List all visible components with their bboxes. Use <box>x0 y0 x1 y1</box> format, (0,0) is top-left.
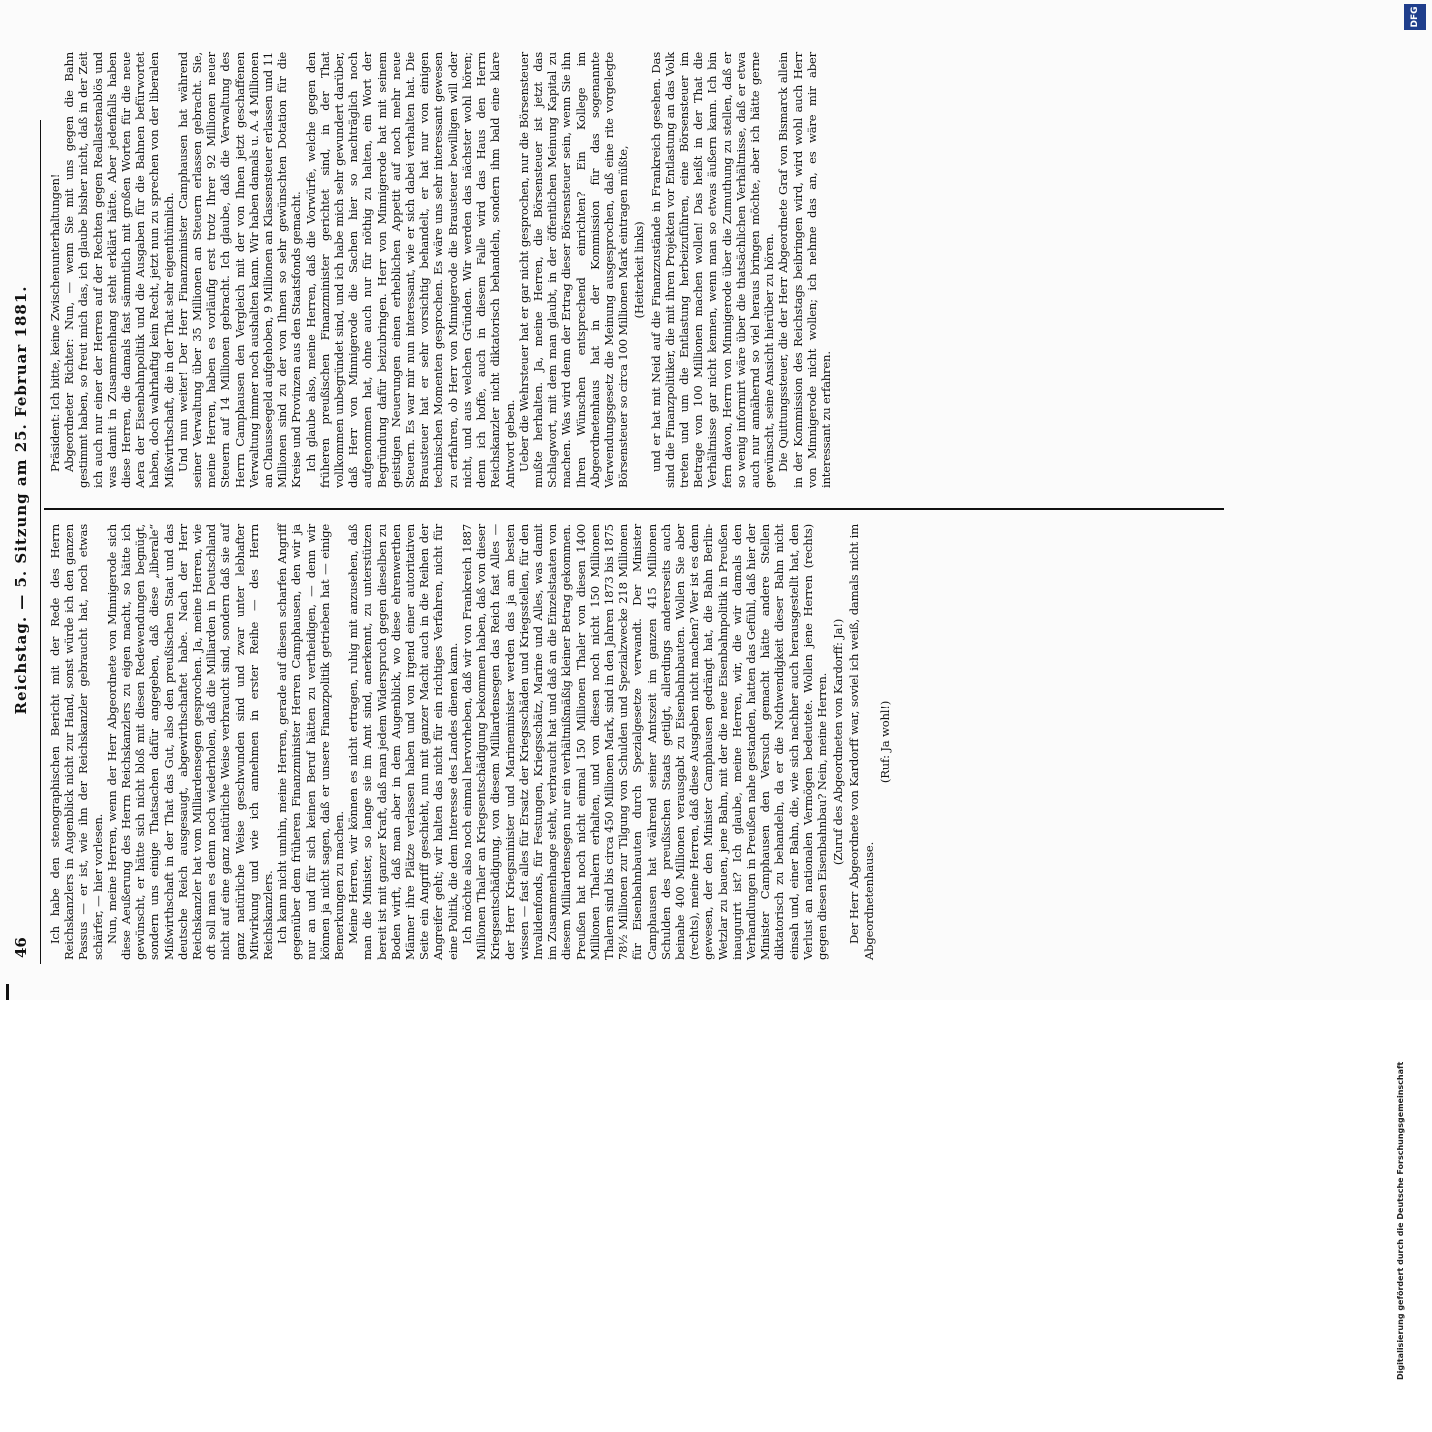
interjection: (Ruf: Ja wohl!) <box>877 700 892 784</box>
digitization-note <box>1396 0 1432 1432</box>
paragraph: Die Quittungssteuer, die der Herr Abgeordnete Graf von Bismarck allein in der Kommission des Reichstags beibringen wird, wird wohl auch Herr von Minnigerode nicht wollen; ich nehme das an, es wäre mir aber interessant zu erfahren. <box>776 52 833 488</box>
paragraph: und er hat mit Neid auf die Finanzzustände in Frankreich gesehen. Das sind die Finanzpolitiker, die mit ihren Projekten vor Entlastung an das Volk treten und um die Entlastung herbeizuführen, eine Börsensteuer im Betrage von 100 Millionen machen wollen! Das heißt in der That die Verhältnisse gar nicht kennen, wenn man so etwas äußern kann. Ich bin fern davon, Herrn von Minnigerode über die Zumuthung zu stellen, daß er so wenig informirt wäre über die thatsächlichen Verhältnisse, daß er etwa auch nur annähernd so viel heraus bringen möchte, aber ich hätte gerne gewünscht, seine Ansicht hierüber zu hören. <box>648 52 777 488</box>
paragraph: Ich möchte also noch einmal hervorheben, daß wir von Frankreich 1887 Millionen Thaler an Kriegsentschädigung bekommen haben, daß von dieser Kriegsentschädigung, von diesem Milliardensegen das Reich fast Alles — der Herr Kriegsminister und Marineminister werden das ja am besten wissen — fast alles für Ersatz der Kriegsschäden und Kriegsstellen, für den Invalidenfonds, für Festungen, Kriegsschätz, Marine und Alles, was damit im Zusammenhange steht, verbraucht hat und daß an die Einzelstaaten von diesem Milliardensegen nur ein verhältnißmäßig kleiner Betrag gekommen. Preußen hat noch nicht einmal 150 Millionen Thaler von diesen 1400 Millionen Thalern erhalten, und von diesen noch nicht 150 Millionen Thalern sind bis circa 450 Millionen Mark, sind in den Jahren 1873 bis 1875 78½ Millionen zur Tilgung von Schulden und Spezialzwecke 218 Millionen für Eisenbahnbauten durch Spezialgesetze verwandt. Der Minister Camphausen hat während seiner Amtszeit im ganzen 415 Millionen Schulden des preußischen Staats getilgt, allerdings andererseits auch beinahe 400 Millionen verausgabt zu Eisenbahnbauten. Wollen Sie aber (rechts), meine Herren, daß diese Ausgaben nicht machen? Wer ist es denn gewesen, der den Minister Camphausen gedrängt hat, die Bahn Berlin-Wetzlar zu bauen, jene Bahn, mit der die neue Eisenbahnpolitik in Preußen inaugurirt ist? Ich glaube, meine Herren, wir, die wir damals den Verhandlungen in Preußen nahe gestanden, hatten das Gefühl, daß hier der Minister Camphausen den Versuch gemacht hätte andere Stellen diktatorisch zu behandeln, da er die Nothwendigkeit dieser Bahn nicht einsah und, einer Bahn, die, wie sich nachher auch herausgestellt hat, den Verlust an nationalen Vermögen bedeutete. Wollen jene Herren (rechts) gegen diesen Eisenbahnbau? Nein, meine Herren. <box>459 524 829 960</box>
paragraph: Und nun weiter! Der Herr Finanzminister Camphausen hat während seiner Verwaltung über 35 Millionen an Steuern erlassen gebracht. Sie, meine Herren, haben es vorläufig erst trotz Ihrer 92 Millionen neuer Steuern auf 14 Millionen gebracht. Ich glaube, daß die Verwaltung des Herrn Camphausen den Vergleich mit der von Ihnen jetzt geschaffenen Verwaltung immer noch aushalten kann. Wir haben damals u. A. 4 Millionen an Chausseegeld aufgehoben, 9 Millionen an Klassensteuer erlassen und 11 Millionen sind zu der von Ihnen so sehr gewünschten Dotation für die Kreise und Provinzen aus den Staatsfonds gemacht. <box>175 52 304 488</box>
page-title: Reichstag. — 5. Sitzung am 25. Februar 1881. <box>12 285 30 715</box>
scan-edge-mark <box>6 984 9 1000</box>
interjection: (Heiterkeit links) <box>632 221 647 319</box>
digitization-note-text: Digitalisierung gefördert durch die Deutsche Forschungsgemeinschaft <box>1396 1061 1405 1380</box>
interjection: (Zuruf des Abgeordneten von Kardorff: Ja!) <box>831 618 846 866</box>
page-number: 46 <box>12 937 30 958</box>
paragraph: Meine Herren, wir können es nicht ertragen, ruhig mit anzusehen, daß man die Minister, so lange sie im Amt sind, anerkennt, zu unterstützen bereit ist mit ganzer Kraft, daß man jedem Widerspruch gegen dieselben zu Boden wirft, daß man aber in dem Augenblick, wo diese ehrenwerthen Männer ihre Plätze verlassen haben und von irgend einer autoritativen Seite ein Angriff geschieht, nun mit ganzer Macht auch in die Reihen der Angreifer geht; wir halten das nicht für ein richtiges Verfahren, nicht für eine Politik, die dem Interesse des Landes dienen kann. <box>346 524 460 960</box>
left-column <box>48 524 894 960</box>
paragraph: Nun, meine Herren, wenn der Herr Abgeordnete von Minnigerode sich diese Aeußerung des Herrn Reichskanzlers zu eigen macht, so hätte ich gewünscht, er hätte sich nicht bloß mit diesen Redewendungen begnügt, sondern uns einige Thatsachen dafür angegeben, daß diese „liberale“ Mißwirthschaft in der That das Gut, also den preußischen Staat und das deutsche Reich ausgesaugt, abgewirthschaftet habe. Nach der Herr Reichskanzler hat vom Milliardensegen gesprochen. Ja, meine Herren, wie oft soll man es denn noch wiederholen, daß die Milliarden in Deutschland nicht auf eine ganz natürliche Weise verbraucht sind, sondern daß sie auf ganz natürliche Weise geschwunden sind und zwar unter lebhafter Mitwirkung und wie ich annehmen in erster Reihe — des Herrn Reichskanzlers. <box>104 524 276 960</box>
dfg-logo: DFG <box>1404 4 1426 30</box>
paragraph: Ich kann nicht umhin, meine Herren, gerade auf diesen scharfen Angriff gegenüber dem früheren Finanzminister Herren Camphausen, den wir ja nur an und für sich keinen Beruf hätten zu vertheidigen, — denn wir können ja nicht sagen, daß er unsere Finanzpolitik getrieben hat — einige Bemerkungen zu machen. <box>275 524 347 960</box>
paragraph: Abgeordneter Richter: Nun, — wenn Sie mit uns gegen die Bahn gestimmt haben, so freut mich das, ich glaube bisher nicht, daß in der Zeit ich auch nur einer der Herren auf der Rechten gegen Reallastenablös und was damit in Zusammenhang steht erklärt hätte. Aber jedenfalls haben diese Herren, die damals fast sämmtlich mit großen Worten für die neue Aera der Eisenbahnpolitik und die Ausgaben für die Bahnen befürwortet haben, doch wahrhaftig kein Recht, jetzt nun zu sprechen von der liberalen Mißwirthschaft, die in der That sehr eigenthümlich. <box>62 52 176 488</box>
header-rule <box>40 120 41 964</box>
paragraph: Der Herr Abgeordnete von Kardorff war, soviel ich weiß, damals nicht im Abgeordnetenhause. <box>847 524 876 960</box>
right-column <box>48 52 833 488</box>
paragraph: Ich glaube also, meine Herren, daß die Vorwürfe, welche gegen den früheren preußischen Finanzminister gerichtet sind, in der That vollkommen unbegründet sind, und ich habe mich sehr gewundert darüber, daß Herr von Minnigerode die Sachen hier so nachträglich noch aufgenommen hat, ohne auch nur für nöthig zu halten, ein Wort der Begründung dafür beizubringen. Herr von Minnigerode hat mit seinem geistigen Neuerungen einen erheblichen Appetit auf noch mehr neue Steuern. Es war mir nun interessant, wie er sich dabei verhalten hat. Die Brausteuer hat er sehr vorsichtig behandelt, er hat nur von einigen technischen Momenten gesprochen. Es wäre uns sehr interessant gewesen zu erfahren, ob Herr von Minnigerode die Brausteuer bewilligen will oder nicht, und aus welchen Gründen. Wir werden das nächster wohl hören; denn ich hoffe, auch in diesem Falle wird das Haus den Herrn Reichskanzler nicht diktatorisch behandeln, sondern ihm bald eine klare Antwort geben. <box>303 52 517 488</box>
paragraph: Präsident: Ich bitte, keine Zwischenunterhaltungen! <box>48 173 62 472</box>
column-divider <box>44 509 1224 511</box>
page-header <box>12 0 38 1000</box>
paragraph: Ueber die Wehrsteuer hat er gar nicht gesprochen, nur die Börsensteuer mußte herhalten. Ja, meine Herren, die Börsensteuer ist jetzt das Schlagwort, mit dem man glaubt, in der öffentlichen Meinung Kapital zu machen. Was wird denn der Ertrag dieser Börsensteuer sein, wenn Sie ihn Ihren Wünschen entsprechend einrichten? Ein Kollege im Abgeordnetenhaus hat in der Kommission für das sogenannte Verwendungsgesetz die Meinung ausgesprochen, daß eine rite vorgelegte Börsensteuer so circa 100 Millionen Mark eintragen müßte, <box>516 52 631 488</box>
paragraph: Ich habe den stenographischen Bericht mit der Rede des Herrn Reichskanzlers in Augenblick nicht zur Hand, sonst würde ich den ganzen Passus — er ist, wie ihn der Reichskanzler gebraucht hat, noch etwas schärfer, — hier vorlesen. <box>48 524 105 960</box>
